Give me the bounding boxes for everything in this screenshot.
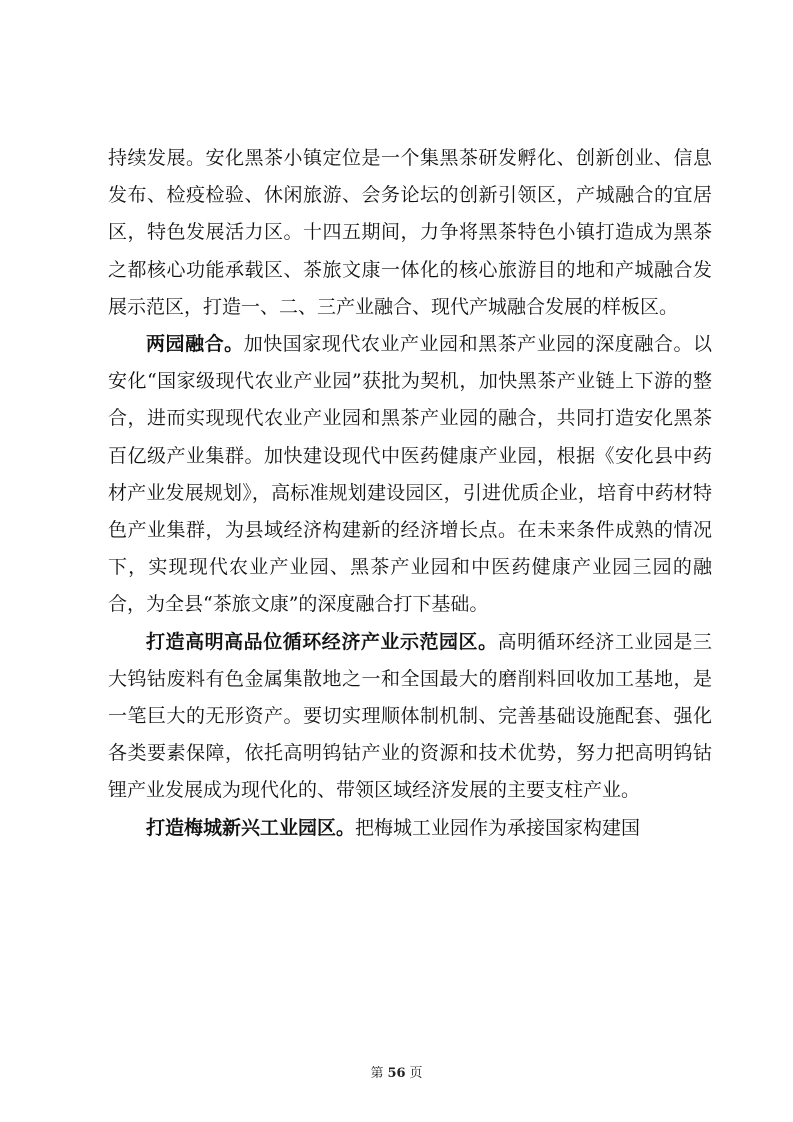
paragraph-lead: 打造高明高品位循环经济产业示范园区。 <box>146 630 498 653</box>
paragraph-meicheng-park <box>108 810 712 847</box>
paragraph-text: 持续发展。安化黑茶小镇定位是一个集黑茶研发孵化、创新创业、信息发布、检疫检验、休闲旅游、会务论坛的创新引领区，产城融合的宜居区，特色发展活力区。十四五期间，力争将黑茶特色小镇打造成为黑茶之都核心功能承载区、茶旅文康一体化的核心旅游目的地和产城融合发展示范区，打造一、二、三产业融合、现代产城融合发展的样板区。 <box>108 147 712 318</box>
paragraph-text: 加快国家现代农业产业园和黑茶产业园的深度融合。以安化“国家级现代农业产业园”获批为契机，加快黑茶产业链上下游的整合，进而实现现代农业产业园和黑茶产业园的融合，共同打造安化黑茶百亿级产业集群。加快建设现代中医药健康产业园，根据《安化县中药材产业发展规划》，高标准规划建设园区，引进优质企业，培育中药材特色产业集群，为县域经济构建新的经济增长点。在未来条件成熟的情况下，实现现代农业产业园、黑茶产业园和中医药健康产业园三园的融合，为全县“茶旅文康”的深度融合打下基础。 <box>108 333 712 616</box>
paragraph-continuation <box>108 140 712 326</box>
page-footer <box>0 1062 793 1081</box>
page-label-prefix: 第 <box>370 1066 384 1081</box>
paragraph-gaoming-park <box>108 624 712 810</box>
paragraph-text: 高明循环经济工业园是三大钨钴废料有色金属集散地之一和全国最大的磨削料回收加工基地，是一笔巨大的无形资产。要切实理顺体制机制、完善基础设施配套、强化各类要素保障，依托高明钨钴产业的资源和技术优势，努力把高明钨钴锂产业发展成为现代化的、带领区域经济发展的主要支柱产业。 <box>108 630 712 802</box>
paragraph-two-parks <box>108 326 712 624</box>
body-text <box>108 140 712 847</box>
paragraph-lead: 打造梅城新兴工业园区。 <box>146 816 356 839</box>
paragraph-lead: 两园融合。 <box>146 333 244 356</box>
page-label-suffix: 页 <box>409 1066 423 1081</box>
page-number: 56 <box>387 1066 406 1081</box>
paragraph-text: 把梅城工业园作为承接国家构建国 <box>355 816 641 839</box>
